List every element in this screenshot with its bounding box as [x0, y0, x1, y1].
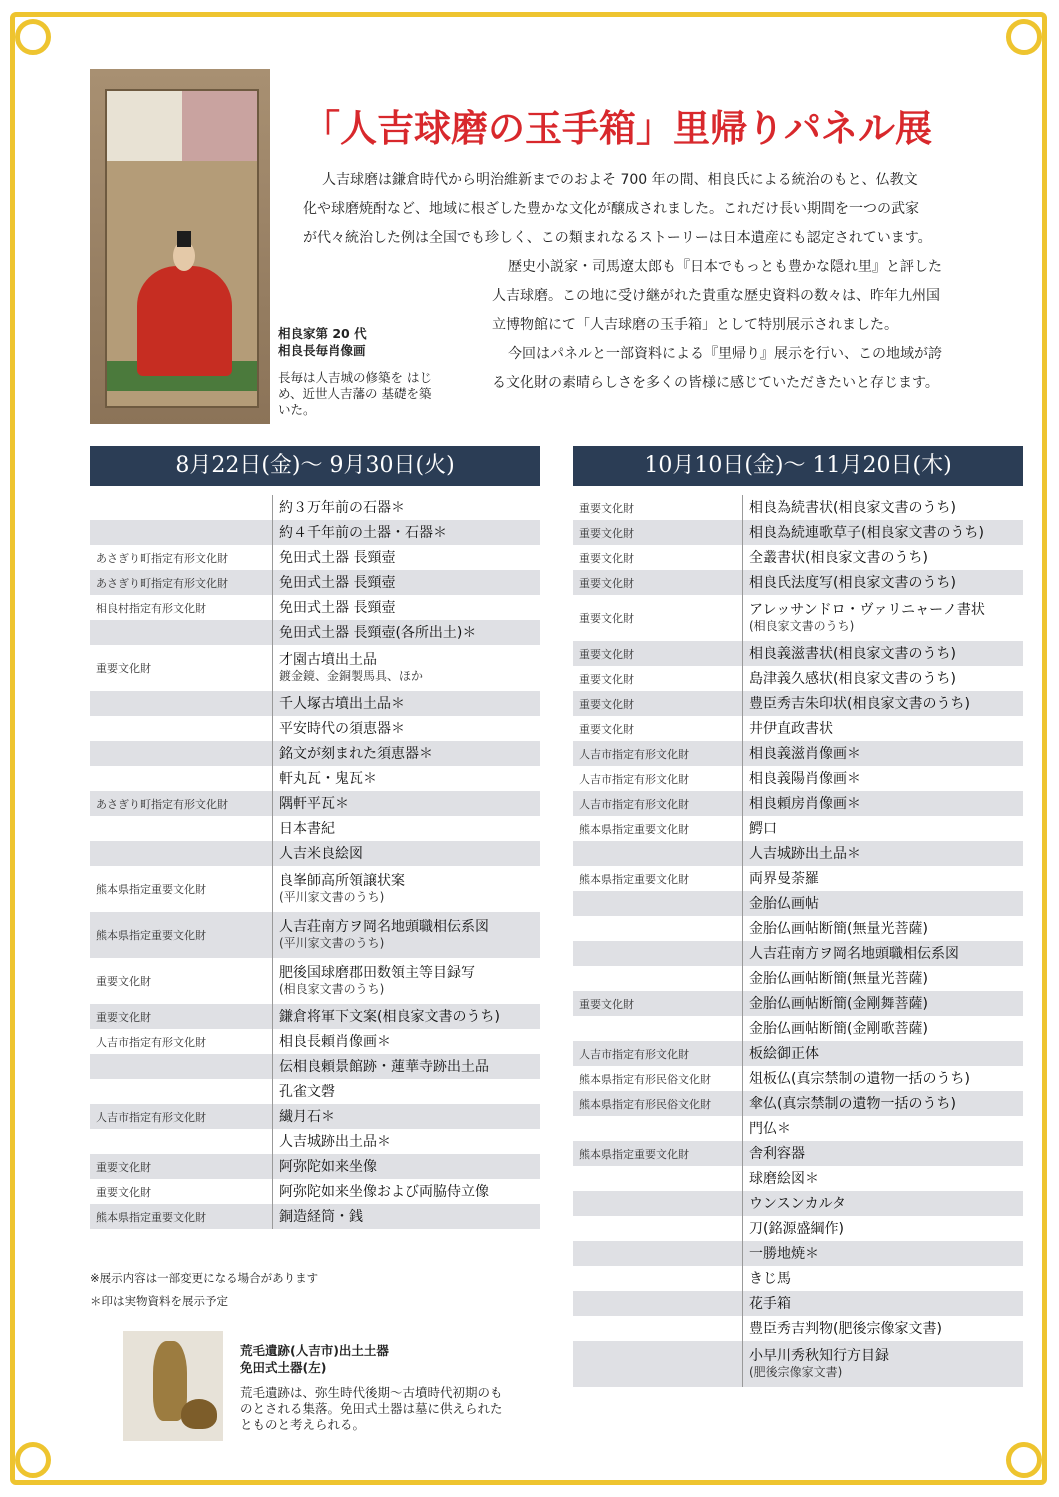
designation-cell: [573, 1316, 743, 1341]
item-name: 良峯師高所領譲状案: [279, 873, 405, 889]
table-row: [573, 495, 1023, 520]
designation-cell: 熊本県指定有形民俗文化財: [579, 1097, 711, 1111]
table-row: [573, 916, 1023, 941]
designation-cell: 重要文化財: [579, 576, 634, 590]
designation-cell: [90, 741, 273, 766]
item-cell: [743, 1141, 1024, 1166]
item-name: 隅軒平瓦＊: [279, 795, 349, 812]
item-name: 人吉城跡出土品＊: [749, 845, 861, 862]
table-row: [573, 1266, 1023, 1291]
item-name: 人吉荘南方ヲ岡名地頭職相伝系図: [749, 945, 959, 962]
caption-line: 荒毛遺跡(人吉市)出土土器: [240, 1343, 389, 1358]
item-source: (相良家文書のうち): [749, 619, 855, 633]
table-row: [573, 741, 1023, 766]
item-name: 井伊直政書状: [749, 720, 833, 737]
item-name: 全叢書状(相良家文書のうち): [749, 549, 928, 566]
item-name: 才園古墳出土品: [279, 652, 377, 668]
item-name: 鰐口: [749, 820, 777, 837]
intro-line: が代々統治した例は全国でも珍しく、この類まれなるストーリーは日本遺産にも認定されています。: [303, 230, 932, 246]
item-cell: [743, 495, 1024, 520]
table-row: [573, 666, 1023, 691]
designation-cell: 重要文化財: [96, 1010, 151, 1024]
item-cell: [743, 641, 1024, 666]
period1-table: [90, 495, 540, 1229]
item-cell: [273, 841, 541, 866]
item-cell: [273, 816, 541, 841]
item-cell: [743, 741, 1024, 766]
item-cell: [273, 545, 541, 570]
item-name: 人吉米良絵図: [279, 845, 363, 862]
table-row: [90, 645, 540, 691]
designation-cell: [90, 1054, 273, 1079]
table-row: [573, 1241, 1023, 1266]
item-name: 相良氏法度写(相良家文書のうち): [749, 574, 956, 591]
designation-cell: [573, 841, 743, 866]
designation-cell: [90, 716, 273, 741]
item-cell: [743, 595, 1024, 641]
table-row: [573, 1116, 1023, 1141]
item-name: 舎利容器: [749, 1145, 805, 1162]
item-name: 一勝地焼＊: [749, 1245, 819, 1262]
designation-cell: 重要文化財: [579, 526, 634, 540]
item-cell: [743, 666, 1024, 691]
item-name: 千人塚古墳出土品＊: [279, 695, 405, 712]
item-name: 小早川秀秋知行方目録: [749, 1348, 889, 1364]
item-name: 相良為続連歌草子(相良家文書のうち): [749, 524, 984, 541]
item-cell: [273, 1104, 541, 1129]
table-row: [90, 912, 540, 958]
caption-line: 相良長毎肖像画: [278, 343, 366, 358]
table-row: [573, 1091, 1023, 1116]
designation-cell: 重要文化財: [96, 975, 151, 988]
item-name: 金胎仏画帖断簡(無量光菩薩): [749, 920, 928, 937]
designation-cell: 人吉市指定有形文化財: [579, 747, 689, 761]
period2-heading: 10月10日(金)〜 11月20日(木): [573, 446, 1023, 486]
table-row: [573, 1191, 1023, 1216]
table-row: [573, 520, 1023, 545]
designation-cell: [90, 1129, 273, 1154]
table-row: [90, 1129, 540, 1154]
designation-cell: [573, 1341, 743, 1387]
table-row: [90, 716, 540, 741]
item-name: 島津義久感状(相良家文書のうち): [749, 670, 956, 687]
intro-line: る文化財の素晴らしさを多くの皆様に感じていただきたいと存じます。: [492, 375, 939, 391]
table-row: [90, 1004, 540, 1029]
item-name: 相良頼房肖像画＊: [749, 795, 861, 812]
table-row: [573, 941, 1023, 966]
designation-cell: 重要文化財: [579, 722, 634, 736]
note-change: ※展示内容は一部変更になる場合があります: [90, 1271, 319, 1285]
item-source: (肥後宗像家文書): [749, 1365, 843, 1379]
item-name: 相良義陽肖像画＊: [749, 770, 861, 787]
item-cell: [743, 1216, 1024, 1241]
table-row: [573, 791, 1023, 816]
item-cell: [273, 1204, 541, 1229]
item-cell: [273, 766, 541, 791]
designation-cell: [573, 1241, 743, 1266]
designation-cell: 重要文化財: [579, 501, 634, 515]
table-row: [90, 495, 540, 520]
table-row: [573, 1216, 1023, 1241]
item-cell: [743, 520, 1024, 545]
table-row: [573, 570, 1023, 595]
table-row: [90, 1104, 540, 1129]
item-cell: [743, 1241, 1024, 1266]
item-name: 相良長頼肖像画＊: [279, 1033, 391, 1050]
item-name: 免田式土器 長頸壺(各所出土)＊: [279, 624, 477, 641]
item-cell: [743, 1341, 1024, 1387]
designation-cell: あさぎり町指定有形文化財: [96, 551, 228, 565]
item-name: きじ馬: [749, 1270, 791, 1287]
designation-cell: [90, 1079, 273, 1104]
designation-cell: 人吉市指定有形文化財: [579, 797, 689, 811]
table-row: [573, 1291, 1023, 1316]
item-name: 日本書紀: [279, 820, 335, 837]
item-cell: [743, 570, 1024, 595]
table-row: [573, 1341, 1023, 1387]
item-cell: [743, 791, 1024, 816]
item-cell: [743, 1166, 1024, 1191]
table-row: [90, 841, 540, 866]
item-cell: [273, 958, 541, 1004]
item-cell: [273, 1079, 541, 1104]
item-name: 肥後国球磨郡田数領主等目録写: [279, 965, 475, 981]
table-row: [573, 1066, 1023, 1091]
designation-cell: [90, 766, 273, 791]
item-cell: [743, 891, 1024, 916]
table-row: [573, 1016, 1023, 1041]
item-cell: [273, 1029, 541, 1054]
item-cell: [743, 1316, 1024, 1341]
item-name: 軒丸瓦・鬼瓦＊: [279, 770, 377, 787]
item-name: 銘文が刻まれた須恵器＊: [279, 745, 433, 762]
table-row: [90, 1079, 540, 1104]
item-name: 伝相良頼景館跡・蓮華寺跡出土品: [279, 1058, 489, 1075]
designation-cell: 重要文化財: [579, 697, 634, 711]
intro-line: 立博物館にて「人吉球磨の玉手箱」として特別展示されました。: [492, 317, 898, 333]
item-cell: [273, 645, 541, 691]
designation-cell: [90, 841, 273, 866]
item-name: 門仏＊: [749, 1120, 791, 1137]
item-name: アレッサンドロ・ヴァリニャーノ書状: [749, 602, 985, 618]
table-row: [573, 991, 1023, 1016]
item-name: 金胎仏画帖断簡(金剛歌菩薩): [749, 1020, 928, 1037]
table-row: [90, 520, 540, 545]
item-name: 人吉城跡出土品＊: [279, 1133, 391, 1150]
item-cell: [743, 545, 1024, 570]
designation-cell: [573, 891, 743, 916]
designation-cell: 重要文化財: [579, 551, 634, 565]
period1-heading: 8月22日(金)〜 9月30日(火): [90, 446, 540, 486]
designation-cell: 熊本県指定重要文化財: [579, 1147, 689, 1161]
table-row: [573, 595, 1023, 641]
item-cell: [273, 741, 541, 766]
designation-cell: 熊本県指定重要文化財: [579, 822, 689, 836]
table-row: [90, 1154, 540, 1179]
designation-cell: 熊本県指定重要文化財: [579, 872, 689, 886]
item-cell: [273, 791, 541, 816]
designation-cell: 重要文化財: [579, 672, 634, 686]
caption-line: 相良家第 20 代: [278, 326, 367, 341]
table-row: [90, 866, 540, 912]
table-row: [573, 1316, 1023, 1341]
item-cell: [743, 691, 1024, 716]
portrait-caption-title: [278, 325, 367, 359]
table-row: [90, 816, 540, 841]
designation-cell: [573, 1116, 743, 1141]
item-name: 繊月石＊: [279, 1108, 335, 1125]
designation-cell: 重要文化財: [579, 612, 634, 625]
designation-cell: 熊本県指定重要文化財: [96, 1210, 206, 1224]
item-cell: [273, 716, 541, 741]
item-cell: [743, 991, 1024, 1016]
item-cell: [273, 1054, 541, 1079]
designation-cell: 熊本県指定重要文化財: [96, 883, 206, 896]
table-row: [573, 766, 1023, 791]
designation-cell: [573, 916, 743, 941]
designation-cell: 熊本県指定有形民俗文化財: [579, 1072, 711, 1086]
table-row: [90, 791, 540, 816]
table-row: [573, 716, 1023, 741]
designation-cell: 重要文化財: [96, 662, 151, 675]
item-name: 豊臣秀吉朱印状(相良家文書のうち): [749, 695, 970, 712]
item-cell: [743, 1066, 1024, 1091]
item-name: ウンスンカルタ: [749, 1195, 847, 1212]
table-row: [573, 816, 1023, 841]
item-name: 約３万年前の石器＊: [279, 499, 405, 516]
item-cell: [743, 941, 1024, 966]
table-row: [90, 620, 540, 645]
designation-cell: [573, 1291, 743, 1316]
table-row: [90, 958, 540, 1004]
item-cell: [273, 1129, 541, 1154]
item-name: 免田式土器 長頸壺: [279, 599, 396, 616]
item-cell: [743, 916, 1024, 941]
designation-cell: [90, 691, 273, 716]
item-name: 両界曼荼羅: [749, 870, 819, 887]
designation-cell: [573, 1266, 743, 1291]
designation-cell: [573, 1216, 743, 1241]
item-cell: [273, 595, 541, 620]
designation-cell: 相良村指定有形文化財: [96, 601, 206, 615]
item-cell: [743, 1191, 1024, 1216]
item-cell: [273, 1004, 541, 1029]
item-name: 銅造経筒・銭: [279, 1208, 363, 1225]
designation-cell: あさぎり町指定有形文化財: [96, 797, 228, 811]
designation-cell: [573, 1191, 743, 1216]
designation-cell: 重要文化財: [96, 1185, 151, 1199]
table-row: [90, 545, 540, 570]
portrait-caption-body: 長毎は人吉城の修築を はじめ、近世人吉藩の 基礎を築いた。: [278, 370, 432, 417]
note-asterisk: ＊印は実物資料を展示予定: [90, 1294, 228, 1308]
item-name: 免田式土器 長頸壺: [279, 549, 396, 566]
page-title: 「人吉球磨の玉手箱」里帰りパネル展: [303, 107, 932, 150]
item-cell: [743, 1041, 1024, 1066]
item-name: 俎板仏(真宗禁制の遺物一括のうち): [749, 1070, 970, 1087]
item-name: 相良義滋書状(相良家文書のうち): [749, 645, 956, 662]
designation-cell: [90, 620, 273, 645]
item-cell: [273, 912, 541, 958]
table-row: [90, 1029, 540, 1054]
table-row: [573, 1141, 1023, 1166]
designation-cell: 重要文化財: [96, 1160, 151, 1174]
designation-cell: [90, 520, 273, 545]
item-cell: [743, 816, 1024, 841]
table-row: [573, 866, 1023, 891]
item-cell: [273, 495, 541, 520]
item-cell: [743, 841, 1024, 866]
table-row: [573, 691, 1023, 716]
table-row: [90, 1179, 540, 1204]
item-source: (平川家文書のうち): [279, 936, 385, 950]
pottery-caption-title: [240, 1342, 389, 1376]
intro-line: 人吉球磨。この地に受け継がれた貴重な歴史資料の数々は、昨年九州国: [492, 288, 940, 304]
item-source: 鍍金鏡、金銅製馬具、ほか: [279, 669, 424, 683]
item-name: 阿弥陀如来坐像および両脇侍立像: [279, 1183, 489, 1200]
intro-line: 化や球磨焼酎など、地域に根ざした豊かな文化が醸成されました。これだけ長い期間を一つの武家: [303, 201, 919, 217]
item-cell: [273, 1179, 541, 1204]
designation-cell: 重要文化財: [579, 997, 634, 1011]
designation-cell: 人吉市指定有形文化財: [579, 772, 689, 786]
border-ornament: [15, 1442, 51, 1478]
item-cell: [743, 1016, 1024, 1041]
table-row: [90, 691, 540, 716]
caption-line: 免田式土器(左): [240, 1360, 327, 1375]
item-name: 阿弥陀如来坐像: [279, 1158, 377, 1175]
table-row: [573, 641, 1023, 666]
item-name: 花手箱: [749, 1295, 791, 1312]
item-name: 人吉荘南方ヲ岡名地頭職相伝系図: [279, 919, 489, 935]
item-cell: [273, 620, 541, 645]
item-cell: [743, 1116, 1024, 1141]
item-name: 金胎仏画帖: [749, 895, 819, 912]
item-name: 刀(銘源盛綱作): [749, 1220, 844, 1237]
item-name: 板絵御正体: [749, 1045, 819, 1062]
pottery-image: [123, 1331, 223, 1441]
designation-cell: 人吉市指定有形文化財: [579, 1047, 689, 1061]
item-source: (平川家文書のうち): [279, 890, 385, 904]
table-row: [90, 741, 540, 766]
designation-cell: [573, 1166, 743, 1191]
item-cell: [743, 866, 1024, 891]
item-cell: [273, 520, 541, 545]
border-ornament: [15, 19, 51, 55]
designation-cell: [573, 966, 743, 991]
item-cell: [743, 1266, 1024, 1291]
item-cell: [273, 570, 541, 595]
item-cell: [273, 866, 541, 912]
intro-line: 人吉球磨は鎌倉時代から明治維新までのおよそ 700 年の間、相良氏による統治のもと、仏教文: [322, 172, 918, 188]
portrait-image: [90, 69, 270, 424]
table-row: [90, 1054, 540, 1079]
border-ornament: [1006, 19, 1042, 55]
item-name: 約４千年前の土器・石器＊: [279, 524, 447, 541]
item-cell: [273, 1154, 541, 1179]
item-name: 豊臣秀吉判物(肥後宗像家文書): [749, 1320, 942, 1337]
table-row: [573, 1041, 1023, 1066]
item-name: 孔雀文磬: [279, 1083, 335, 1100]
pottery-caption-body: 荒毛遺跡は、弥生時代後期〜古墳時代初期のものとされる集落。免田式土器は墓に供えられたとものと考えられる。: [240, 1385, 503, 1432]
item-cell: [743, 766, 1024, 791]
intro-line: 歴史小説家・司馬遼太郎も『日本でもっとも豊かな隠れ里』と評した: [508, 259, 942, 275]
table-row: [90, 595, 540, 620]
table-row: [573, 545, 1023, 570]
designation-cell: 熊本県指定重要文化財: [96, 929, 206, 942]
designation-cell: [90, 816, 273, 841]
item-name: 鎌倉将軍下文案(相良家文書のうち): [279, 1008, 500, 1025]
designation-cell: 人吉市指定有形文化財: [96, 1035, 206, 1049]
table-row: [573, 1166, 1023, 1191]
table-row: [573, 841, 1023, 866]
designation-cell: あさぎり町指定有形文化財: [96, 576, 228, 590]
designation-cell: [90, 495, 273, 520]
table-row: [573, 891, 1023, 916]
item-name: 相良義滋肖像画＊: [749, 745, 861, 762]
item-name: 金胎仏画帖断簡(金剛舞菩薩): [749, 995, 928, 1012]
table-row: [90, 570, 540, 595]
table-row: [573, 966, 1023, 991]
period2-table: [573, 495, 1023, 1387]
item-cell: [743, 966, 1024, 991]
item-name: 金胎仏画帖断簡(無量光菩薩): [749, 970, 928, 987]
item-name: 球磨絵図＊: [749, 1170, 819, 1187]
designation-cell: [573, 941, 743, 966]
item-cell: [743, 716, 1024, 741]
item-name: 相良為続書状(相良家文書のうち): [749, 499, 956, 516]
item-name: 平安時代の須恵器＊: [279, 720, 405, 737]
item-name: 傘仏(真宗禁制の遺物一括のうち): [749, 1095, 956, 1112]
item-cell: [273, 691, 541, 716]
designation-cell: 重要文化財: [579, 647, 634, 661]
item-cell: [743, 1091, 1024, 1116]
designation-cell: [573, 1016, 743, 1041]
table-row: [90, 766, 540, 791]
designation-cell: 人吉市指定有形文化財: [96, 1110, 206, 1124]
item-cell: [743, 1291, 1024, 1316]
item-name: 免田式土器 長頸壺: [279, 574, 396, 591]
intro-line: 今回はパネルと一部資料による『里帰り』展示を行い、この地域が誇: [508, 346, 942, 362]
table-row: [90, 1204, 540, 1229]
border-ornament: [1006, 1442, 1042, 1478]
item-source: (相良家文書のうち): [279, 982, 385, 996]
